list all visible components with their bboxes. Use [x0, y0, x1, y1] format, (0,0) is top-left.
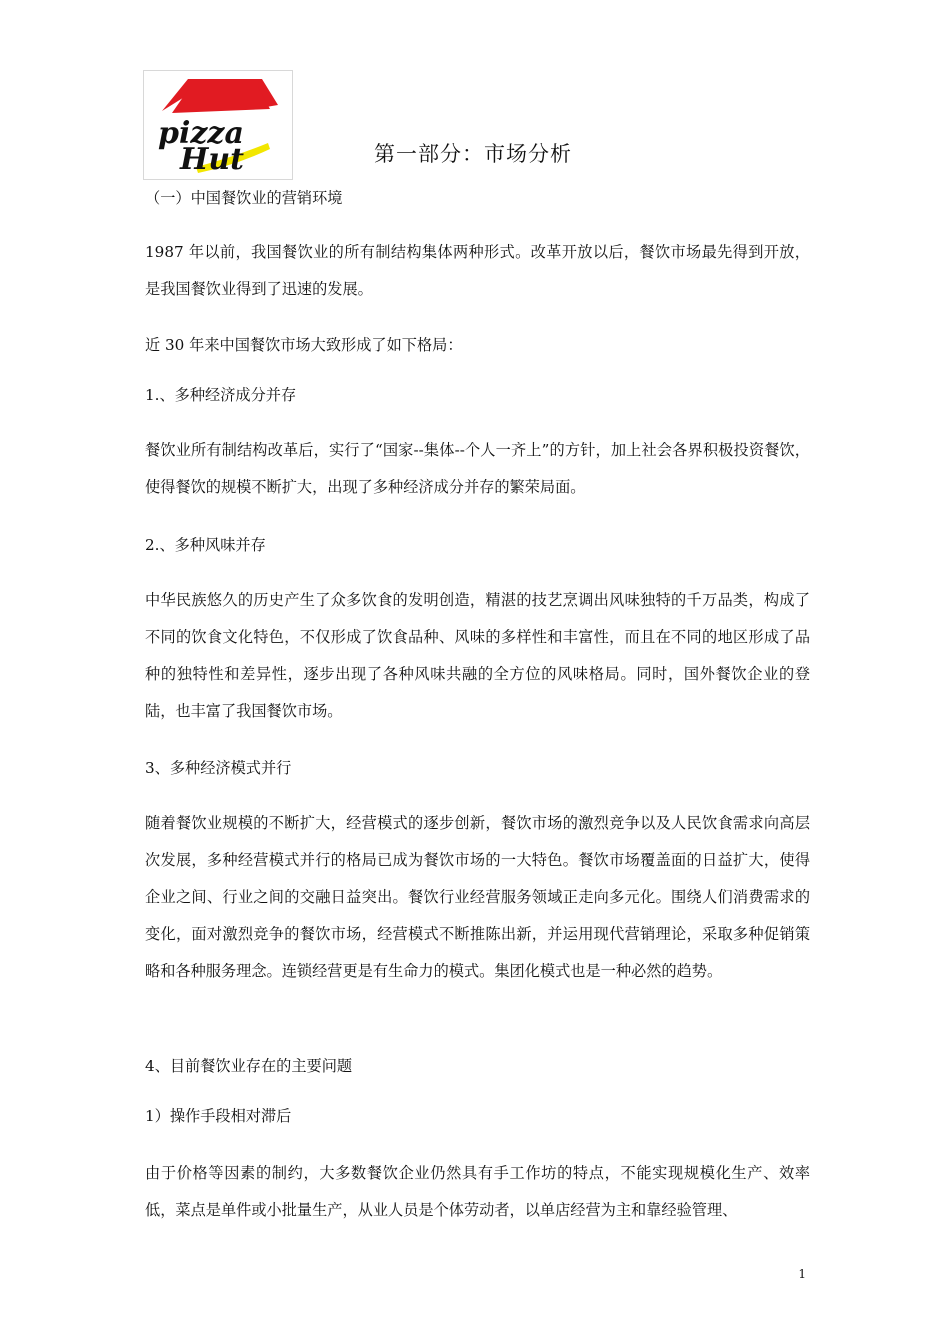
paragraph: 由于价格等因素的制约，大多数餐饮企业仍然具有手工作坊的特点，不能实现规模化生产、效率低，菜点是单件或小批量生产，从业人员是个体劳动者，以单店经营为主和靠经验管理、 [145, 1164, 810, 1219]
logo-word-hut: Hut [180, 142, 245, 177]
paragraph: 餐饮业所有制结构改革后，实行了“国家--集体--个人一齐上”的方针，加上社会各界积极投资餐饮，使得餐饮的规模不断扩大，出现了多种经济成分并存的繁荣局面。 [145, 441, 810, 496]
subheading: 1）操作手段相对滞后 [145, 1107, 292, 1125]
subheading: 4、目前餐饮业存在的主要问题 [145, 1057, 353, 1075]
logo-word-pizza: pizza [158, 116, 244, 151]
subheading: 2.、多种风味并存 [145, 536, 266, 554]
subheading: 3、多种经济模式并行 [145, 759, 292, 777]
paragraph: 近 30 年来中国餐饮市场大致形成了如下格局： [145, 336, 463, 354]
subheading: 1.、多种经济成分并存 [145, 386, 297, 404]
paragraph: 随着餐饮业规模的不断扩大，经营模式的逐步创新，餐饮市场的激烈竞争以及人民饮食需求向高层次发展，多种经营模式并行的格局已成为餐饮市场的一大特色。餐饮市场覆盖面的日益扩大，使得企业之间、行业之间的交融日益突出。餐饮行业经营服务领域正走向多元化。围绕人们消费需求的变化，面对激烈竞争的餐饮市场，经营模式不断推陈出新，并运用现代营销理论，采取多种促销策略和各种服务理念。连锁经营更是有生命力的模式。集团化模式也是一种必然的趋势。 [145, 814, 810, 980]
page-number: 1 [798, 1267, 806, 1281]
paragraph: 1987 年以前，我国餐饮业的所有制结构集体两种形式。改革开放以后，餐饮市场最先得到开放，是我国餐饮业得到了迅速的发展。 [145, 243, 810, 298]
section-heading: （一）中国餐饮业的营销环境 [145, 189, 343, 207]
paragraph: 中华民族悠久的历史产生了众多饮食的发明创造，精湛的技艺烹调出风味独特的千万品类，构成了不同的饮食文化特色，不仅形成了饮食品种、风味的多样性和丰富性，而且在不同的地区形成了品种的独特性和差异性，逐步出现了各种风味共融的全方位的风味格局。同时，国外餐饮企业的登陆，也丰富了我国餐饮市场。 [145, 591, 810, 720]
pizza-hut-logo [143, 70, 293, 180]
page-title: 第一部分：市场分析 [374, 142, 572, 166]
